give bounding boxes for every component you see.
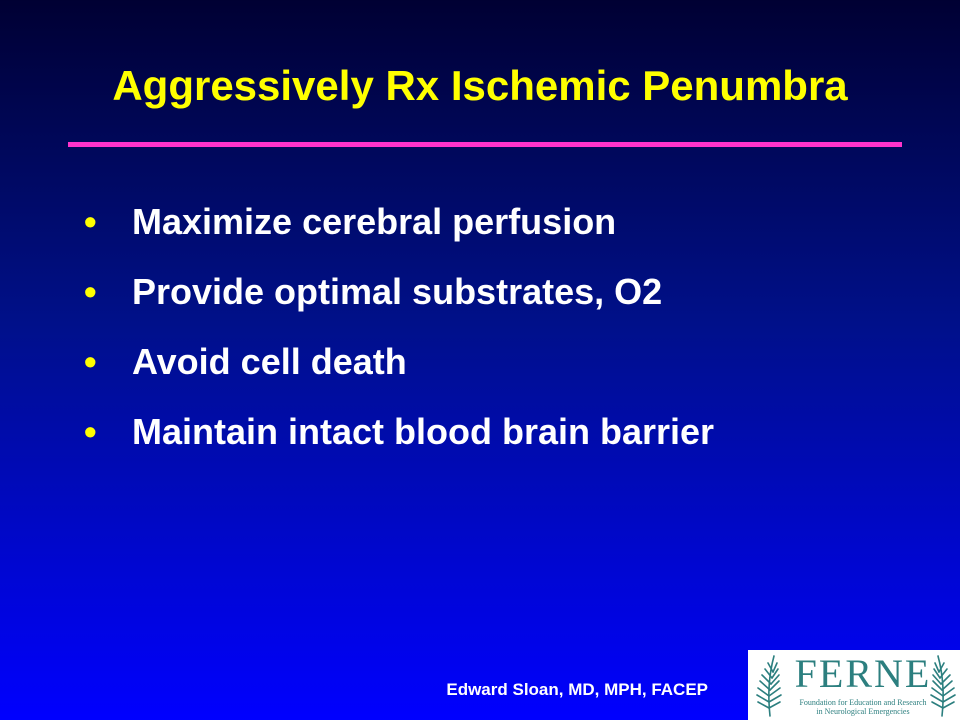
ferne-logo (748, 650, 960, 720)
bullet-list (84, 196, 944, 476)
bullet-text: Avoid cell death (132, 341, 407, 382)
bullet-text: Maximize cerebral perfusion (132, 201, 617, 242)
bullet-marker: • (84, 201, 97, 242)
footer-author: Edward Sloan, MD, MPH, FACEP (446, 680, 708, 699)
logo-tagline: in Neurological Emergencies (816, 707, 910, 716)
slide-title: Aggressively Rx Ischemic Penumbra (112, 62, 848, 109)
title-divider (68, 142, 902, 147)
bullet-item (84, 336, 944, 406)
bullet-item (84, 406, 944, 476)
bullet-text: Provide optimal substrates, O2 (132, 271, 663, 312)
bullet-text: Maintain intact blood brain barrier (132, 411, 715, 452)
bullet-marker: • (84, 341, 97, 382)
bullet-item (84, 196, 944, 266)
bullet-item (84, 266, 944, 336)
bullet-marker: • (84, 271, 97, 312)
logo-tagline: Foundation for Education and Research (799, 698, 927, 707)
logo-wordmark: FERNE (794, 651, 932, 696)
bullet-marker: • (84, 411, 97, 452)
